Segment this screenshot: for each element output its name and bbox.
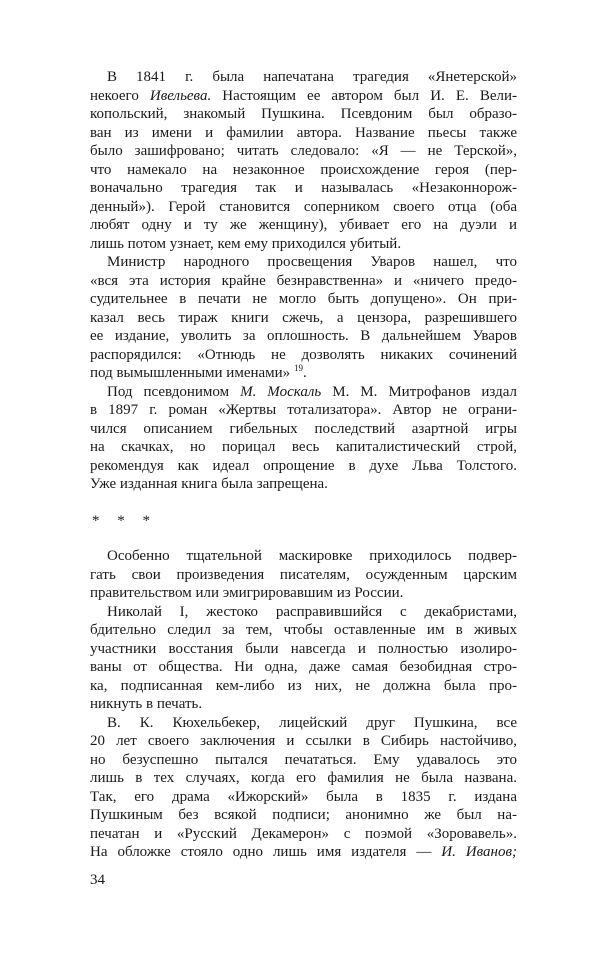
text-segment: М. М. Митрофанов издал: [321, 383, 517, 400]
text-segment: ка, подписанная кем-либо из них, не должна была про-: [90, 677, 517, 694]
text-segment: судительнее в печати не могло быть допущено». Он при-: [90, 291, 517, 307]
text-line: [90, 584, 517, 603]
italic-name: М. Москаль: [240, 383, 322, 400]
text-line: [90, 346, 517, 365]
text-segment: Так, его драма «Ижорский» была в 1835 г. издана: [90, 788, 517, 805]
text-segment: Особенно тщательной маскировке приходилось подвер-: [107, 548, 517, 564]
text-line: [90, 640, 517, 659]
text-segment: никнуть в печать.: [90, 696, 203, 712]
text-segment: что намекало на незаконное происхождение героя (пер-: [90, 161, 517, 178]
text-line: [90, 309, 517, 328]
text-line: [90, 179, 517, 198]
text-line: [90, 825, 517, 844]
text-segment: ван из имени и фамилии автора. Название пьесы также: [90, 124, 517, 141]
text-segment: рекомендуя как идеал опрощение в духе Льва Толстого.: [90, 457, 517, 474]
text-line: [90, 457, 517, 476]
text-segment: под вымышленными именами»: [90, 365, 294, 381]
text-segment: было зашифровано; читать следовало: «Я — не Терской»,: [90, 143, 517, 159]
text-line: [90, 547, 517, 566]
text-segment: .: [302, 365, 307, 381]
text-line: [90, 364, 517, 383]
text-line: [90, 87, 517, 106]
text-segment: но безуспешно пытался печататься. Ему удавалось это: [90, 751, 517, 768]
text-line: [90, 438, 517, 457]
text-line: [90, 253, 517, 272]
text-segment: Министр народного просвещения Уваров нашел, что: [107, 254, 517, 270]
text-segment: любят одну и ту же женщину), убивает его на дуэли и: [90, 217, 517, 233]
text-line: [90, 68, 517, 87]
text-segment: Пушкиным без всякой подписи; анонимно же был на-: [90, 807, 517, 823]
text-segment: ваны от общества. Ни одна, даже самая безобидная стро-: [90, 659, 517, 675]
text-line: [90, 420, 517, 439]
text-line: [90, 843, 517, 862]
text-line: [90, 198, 517, 217]
text-segment: печатан и «Русский Декамерон» с поэмой «Зоровавель».: [90, 825, 517, 842]
text-segment: денный»). Герой становится соперником своего отца (оба: [90, 198, 517, 215]
text-line: [90, 216, 517, 235]
footnote-ref: 19: [293, 363, 303, 373]
text-segment: казал весь тираж книги сжечь, а цензора, разрешившего: [90, 309, 517, 326]
text-segment: участники восстания были навсегда и полностью изолиро-: [90, 640, 517, 657]
italic-name: И. Иванов;: [441, 844, 517, 860]
text-line: [90, 751, 517, 770]
text-segment: В. К. Кюхельбекер, лицейский друг Пушкина, все: [107, 714, 517, 731]
text-line: [90, 695, 517, 714]
text-line: [90, 272, 517, 291]
text-line: [90, 714, 517, 733]
text-segment: в 1897 г. роман «Жертвы тотализатора». Автор не ограни-: [90, 402, 517, 418]
text-segment: Под псевдонимом: [107, 383, 241, 400]
text-line: [90, 677, 517, 696]
text-segment: чился описанием гибельных последствий азартной игры: [90, 420, 517, 437]
text-line: [90, 621, 517, 640]
page-number: 34: [90, 872, 105, 888]
text-line: [90, 235, 517, 254]
text-line: [90, 566, 517, 585]
text-line: [90, 161, 517, 180]
text-line: [90, 769, 517, 788]
text-segment: ее издание, уволить за оплошность. В дальнейшем Уваров: [90, 328, 517, 344]
italic-name: Ивельева.: [149, 87, 212, 104]
text-segment: Настоящим ее автором был И. Е. Вели-: [211, 87, 517, 104]
text-segment: бдительно следил за тем, чтобы оставленные им в живых: [90, 622, 517, 638]
text-line: [90, 401, 517, 420]
text-segment: лишь потом узнает, кем ему приходился убитый.: [90, 235, 402, 252]
text-block-top: [90, 68, 517, 494]
text-line: [90, 603, 517, 622]
section-separator: * * *: [92, 513, 150, 529]
text-segment: на скачках, но порицал весь капиталистический строй,: [90, 439, 517, 455]
text-line: [90, 806, 517, 825]
text-line: [90, 290, 517, 309]
text-segment: правительством или эмигрировавшим из России.: [90, 585, 404, 601]
text-line: [90, 124, 517, 143]
text-line: [90, 105, 517, 124]
text-segment: распорядился: «Отнюдь не дозволять никаких сочинений: [90, 346, 517, 363]
text-segment: В 1841 г. была напечатана трагедия «Янетерской»: [107, 69, 517, 85]
text-segment: На обложке стояло одно лишь имя издателя —: [90, 844, 442, 860]
text-segment: Николай I, жестоко расправившийся с декабристами,: [107, 603, 517, 620]
text-line: [90, 788, 517, 807]
text-segment: 20 лет своего заключения и ссылки в Сибирь настойчиво,: [90, 733, 517, 749]
text-line: [90, 383, 517, 402]
text-segment: гать свои произведения писателям, осужденным царским: [90, 566, 517, 583]
text-segment: «вся эта история крайне безнравственна» и «ничего предо-: [90, 272, 517, 289]
text-segment: копольский, знакомый Пушкина. Псевдоним был образо-: [90, 106, 517, 122]
text-line: [90, 327, 517, 346]
text-line: [90, 732, 517, 751]
text-block-bottom: [90, 547, 517, 862]
text-segment: воначально трагедия так и называлась «Незаконнорож-: [90, 180, 517, 196]
text-segment: некоего: [90, 87, 150, 104]
text-segment: лишь в тех случаях, когда его фамилия не была названа.: [90, 770, 517, 786]
text-line: [90, 142, 517, 161]
text-line: [90, 658, 517, 677]
text-segment: Уже изданная книга была запрещена.: [90, 476, 328, 492]
text-line: [90, 475, 517, 494]
